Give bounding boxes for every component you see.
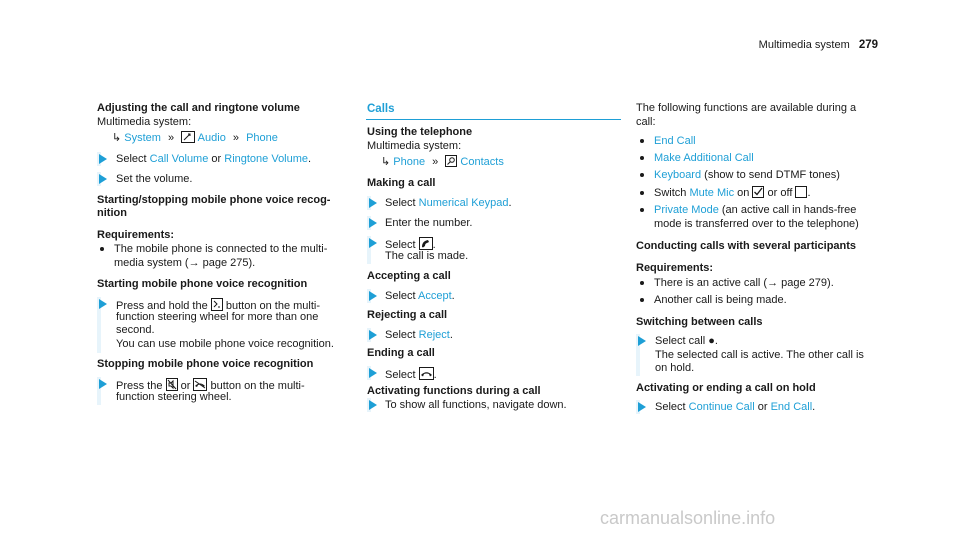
step-arrow-icon (368, 237, 378, 249)
function-item-mute: Switch Mute Mic on or off . (640, 186, 811, 203)
active-call-dot-icon: ● (708, 335, 715, 347)
hold-heading: Activating or ending a call on hold (636, 382, 816, 394)
stop-step-line1: Press the or button on the multi- (116, 378, 305, 396)
conducting-heading: Conducting calls with several participants (636, 240, 857, 252)
on-hold-text: on hold. (655, 362, 695, 374)
nav-path (381, 155, 504, 172)
accept-link[interactable]: Accept (418, 290, 452, 302)
double-chevron-icon: » (232, 132, 239, 144)
calls-section-title: Calls (367, 103, 395, 115)
make-additional-call-link[interactable]: Make Additional Call (654, 152, 754, 164)
watermark-text: carmanualsonline.info (600, 508, 776, 528)
voice-heading-line2: nition (97, 207, 127, 219)
step-continue-end: Select Continue Call or End Call. (655, 401, 816, 413)
bullet-icon (640, 191, 644, 195)
making-heading: Making a call (367, 177, 436, 189)
bullet-icon (640, 173, 644, 177)
adjust-heading: Adjusting the call and ringtone volume (97, 102, 300, 114)
step-set-volume: Set the volume. (116, 173, 193, 185)
step-arrow-icon (98, 173, 108, 185)
bullet-icon (640, 156, 644, 160)
mm-system-label: Multimedia system: (97, 116, 192, 128)
step-arrow-icon (368, 217, 378, 229)
audio-icon (181, 131, 195, 148)
intro-line2: call: (636, 116, 656, 128)
call-made-result: The call is made. (385, 250, 469, 262)
section-rule (366, 119, 621, 120)
step-arrow-icon (368, 290, 378, 302)
bullet-icon (640, 281, 644, 285)
step-accept: Select Accept. (385, 290, 455, 302)
step-enter-number: Enter the number. (385, 217, 473, 229)
path-system[interactable]: System (124, 132, 161, 144)
bullet-icon (640, 208, 644, 212)
path-phone[interactable]: Phone (246, 132, 278, 144)
end-call-link[interactable]: End Call (654, 135, 696, 147)
step-arrow-icon (368, 329, 378, 341)
stop-step-line2: function steering wheel. (116, 391, 232, 403)
requirement-item: Another call is being made. (640, 294, 787, 308)
function-item-additional (640, 152, 754, 166)
bullet-icon (100, 247, 104, 251)
selected-active-text: The selected call is active. The other call is (655, 349, 864, 361)
checkbox-checked-icon (752, 186, 764, 203)
call-volume-link[interactable]: Call Volume (149, 153, 209, 165)
requirements-label: Requirements: (636, 262, 714, 274)
step-show-functions: To show all functions, navigate down. (385, 399, 567, 411)
requirement-item-cont: media system (→ page 275). (114, 257, 256, 269)
bullet-icon (640, 298, 644, 302)
requirements-label: Requirements: (97, 229, 175, 241)
voice-heading-line1: Starting/stopping mobile phone voice recog- (97, 194, 331, 206)
bullet-icon (640, 139, 644, 143)
step-end-call: Select . (385, 367, 437, 385)
step-select-call: Select . (385, 237, 436, 255)
path-phone[interactable]: Phone (393, 156, 426, 168)
ringtone-volume-link[interactable]: Ringtone Volume (224, 153, 309, 165)
step-arrow-icon (368, 367, 378, 379)
checkbox-empty-icon (795, 186, 807, 203)
return-arrow-icon: ↳ (112, 132, 122, 144)
intro-line1: The following functions are available during a (636, 102, 857, 114)
mm-system-label: Multimedia system: (367, 140, 462, 152)
step-select-volume: Select Call Volume or Ringtone Volume. (116, 153, 312, 165)
return-arrow-icon: ↳ (381, 156, 391, 168)
rejecting-heading: Rejecting a call (367, 309, 448, 321)
double-chevron-icon: » (168, 132, 175, 144)
function-item-keyboard: Keyboard (show to send DTMF tones) (640, 169, 840, 183)
page-header (759, 39, 878, 53)
accepting-heading: Accepting a call (367, 270, 451, 282)
switching-heading: Switching between calls (636, 316, 763, 328)
start-step-result: You can use mobile phone voice recognition. (116, 338, 334, 350)
start-step-line2: function steering wheel for more than one (116, 311, 319, 323)
step-arrow-icon (98, 153, 108, 165)
step-arrow-icon (637, 401, 647, 413)
path-audio[interactable]: Audio (197, 132, 226, 144)
stop-heading: Stopping mobile phone voice recognition (97, 358, 314, 370)
private-mode-link[interactable]: Private Mode (654, 204, 719, 216)
function-item-end-call (640, 135, 696, 149)
path-contacts[interactable]: Contacts (460, 156, 504, 168)
keyboard-link[interactable]: Keyboard (654, 169, 702, 181)
requirement-item: There is an active call (→ page 279). (640, 277, 834, 291)
mute-mic-link[interactable]: Mute Mic (689, 187, 735, 199)
step-arrow-icon (98, 378, 108, 390)
step-select-keypad: Select Numerical Keypad. (385, 197, 512, 209)
header-title: Multimedia system (758, 39, 850, 51)
reject-link[interactable]: Reject (418, 329, 450, 341)
search-icon (445, 155, 457, 172)
step-reject: Select Reject. (385, 329, 453, 341)
step-select-call: Select call ●. (655, 335, 718, 347)
page-number: 279 (858, 39, 878, 51)
hang-up-icon[interactable] (419, 367, 434, 385)
end-call-link-2[interactable]: End Call (770, 401, 813, 413)
step-arrow-icon (98, 298, 108, 310)
double-chevron-icon: » (432, 156, 439, 168)
requirement-item: The mobile phone is connected to the multi- (100, 243, 327, 257)
step-arrow-icon (368, 197, 378, 209)
ending-heading: Ending a call (367, 347, 435, 359)
start-step-line3: second. (116, 324, 155, 336)
using-heading: Using the telephone (367, 126, 473, 138)
start-step-line1: Press and hold the button on the multi- (116, 298, 320, 316)
start-heading: Starting mobile phone voice recognition (97, 278, 308, 290)
step-arrow-icon (368, 399, 378, 411)
function-item-private: Private Mode (an active call in hands-free (640, 204, 856, 218)
activating-heading: Activating functions during a call (367, 385, 541, 397)
numerical-keypad-link[interactable]: Numerical Keypad (418, 197, 509, 209)
nav-path (112, 131, 278, 148)
step-arrow-icon (637, 335, 647, 347)
continue-call-link[interactable]: Continue Call (688, 401, 755, 413)
private-note-cont: mode is transferred over to the telephone) (654, 218, 859, 230)
